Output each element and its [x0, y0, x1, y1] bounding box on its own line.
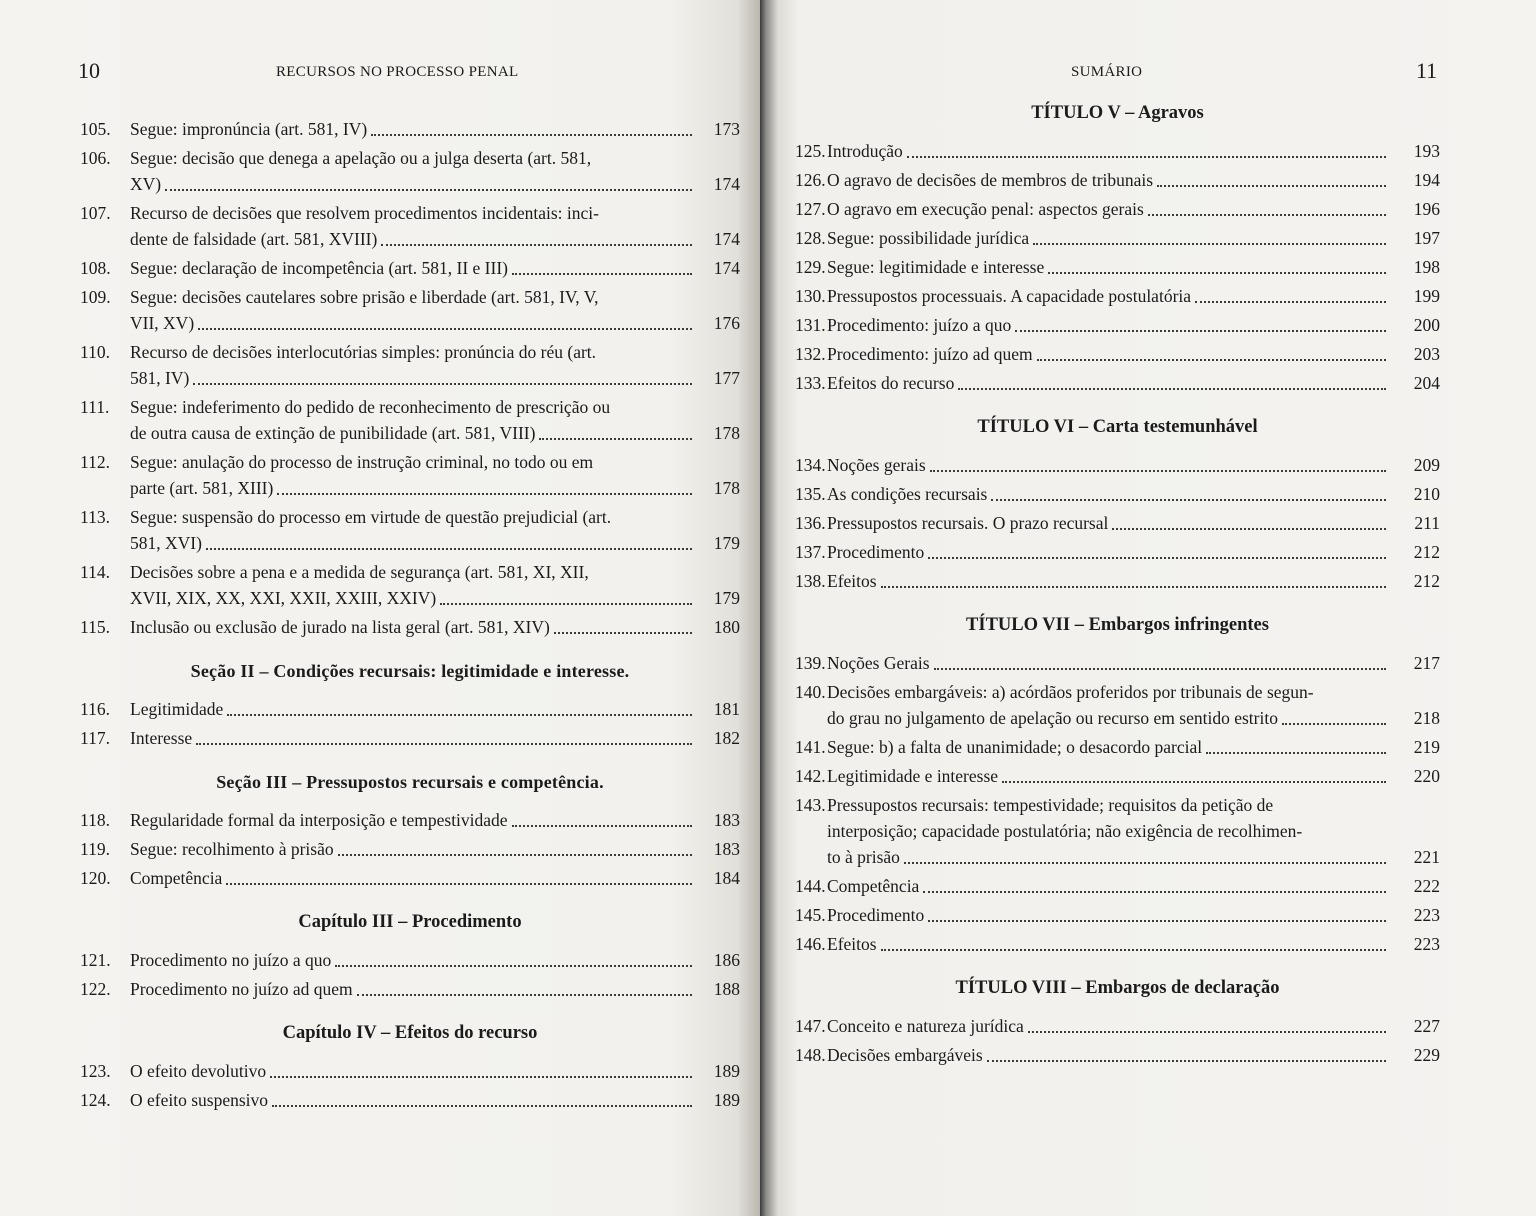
dot-leader [928, 557, 1386, 559]
entry-page-number: 186 [713, 950, 740, 970]
entry-title: Efeitos [827, 934, 877, 954]
entry-page-number: 218 [1413, 708, 1440, 728]
section-heading: Capítulo IV – Efeitos do recurso [282, 1023, 538, 1043]
entry-page-number: 211 [1414, 513, 1440, 533]
entry-number: 148. [795, 1045, 826, 1065]
right-page [760, 0, 1536, 1216]
toc-entry[interactable] [795, 138, 1440, 164]
entry-number: 138. [795, 571, 826, 591]
dot-leader [1015, 330, 1386, 332]
entry-title: parte (art. 581, XIII) [130, 478, 274, 498]
entry-page-number: 212 [1413, 571, 1440, 591]
toc-entry[interactable] [795, 568, 1440, 594]
dot-leader [539, 438, 692, 440]
entry-page-number: 210 [1413, 484, 1440, 504]
dot-leader [1037, 359, 1386, 361]
table-of-contents [795, 100, 1440, 1071]
toc-entry[interactable] [80, 1087, 740, 1113]
dot-leader [270, 1076, 692, 1078]
entry-number: 116. [80, 699, 110, 719]
dot-leader [206, 548, 692, 550]
entry-number: 128. [795, 228, 826, 248]
dot-leader [987, 1060, 1386, 1062]
toc-entry[interactable] [795, 873, 1440, 899]
entry-title: Segue: legitimidade e interesse [827, 257, 1045, 277]
entry-title: Legitimidade e interesse [827, 766, 999, 786]
entry-number: 114. [80, 562, 110, 582]
entry-page-number: 183 [713, 810, 740, 830]
toc-entry[interactable] [80, 255, 740, 281]
entry-page-number: 193 [1413, 141, 1440, 161]
dot-leader [227, 714, 692, 716]
entry-page-number: 179 [713, 588, 740, 608]
toc-entry[interactable] [795, 341, 1440, 367]
entry-title: Efeitos do recurso [827, 373, 955, 393]
entry-number: 105. [80, 119, 111, 139]
toc-entry[interactable] [80, 725, 740, 751]
entry-number: 146. [795, 934, 826, 954]
dot-leader [1112, 528, 1386, 530]
page-number: 10 [78, 58, 100, 83]
entry-number: 120. [80, 868, 111, 888]
toc-entry[interactable] [795, 931, 1440, 957]
entry-title: Segue: decisões cautelares sobre prisão e liberdade (art. 581, IV, V, [130, 287, 599, 307]
entry-title: Inclusão ou exclusão de jurado na lista geral (art. 581, XIV) [130, 617, 550, 637]
entry-page-number: 220 [1413, 766, 1440, 786]
entry-title: O agravo em execução penal: aspectos gerais [827, 199, 1144, 219]
entry-page-number: 174 [713, 258, 740, 278]
entry-number: 132. [795, 344, 826, 364]
dot-leader [357, 994, 692, 996]
section-heading: TÍTULO V – Agravos [1031, 103, 1204, 123]
dot-leader [371, 134, 692, 136]
entry-page-number: 189 [713, 1090, 740, 1110]
toc-entry[interactable] [795, 902, 1440, 928]
dot-leader [554, 632, 692, 634]
entry-title: Segue: possibilidade jurídica [827, 228, 1030, 248]
dot-leader [196, 743, 692, 745]
dot-leader [512, 273, 692, 275]
entry-number: 144. [795, 876, 826, 896]
entry-number: 121. [80, 950, 111, 970]
dot-leader [193, 383, 692, 385]
toc-entry[interactable] [80, 1058, 740, 1084]
dot-leader [1002, 781, 1386, 783]
entry-title: de outra causa de extinção de punibilidade (art. 581, VIII) [130, 423, 536, 443]
entry-title: Pressupostos recursais. O prazo recursal [827, 513, 1109, 533]
entry-page-number: 178 [713, 478, 740, 498]
entry-title: Competência [130, 868, 223, 888]
entry-title: Segue: impronúncia (art. 581, IV) [130, 119, 368, 139]
dot-leader [1157, 185, 1386, 187]
toc-entry[interactable] [795, 510, 1440, 536]
entry-page-number: 223 [1413, 905, 1440, 925]
entry-number: 133. [795, 373, 826, 393]
entry-page-number: 203 [1413, 344, 1440, 364]
entry-number: 118. [80, 810, 110, 830]
dot-leader [923, 891, 1386, 893]
entry-title: O efeito devolutivo [130, 1061, 267, 1081]
dot-leader [881, 949, 1386, 951]
dot-leader [1148, 214, 1386, 216]
entry-title: As condições recursais [827, 484, 988, 504]
entry-title: Interesse [130, 728, 193, 748]
entry-number: 129. [795, 257, 826, 277]
entry-number: 137. [795, 542, 826, 562]
entry-title: O efeito suspensivo [130, 1090, 269, 1110]
entry-title: Segue: suspensão do processo em virtude de questão prejudicial (art. [130, 507, 612, 527]
entry-page-number: 197 [1413, 228, 1440, 248]
entry-page-number: 183 [713, 839, 740, 859]
entry-title: O agravo de decisões de membros de tribunais [827, 170, 1154, 190]
toc-entry[interactable] [795, 481, 1440, 507]
dot-leader [381, 244, 692, 246]
entry-page-number: 182 [713, 728, 740, 748]
entry-page-number: 223 [1413, 934, 1440, 954]
entry-title: Segue: recolhimento à prisão [130, 839, 334, 859]
entry-page-number: 181 [713, 699, 740, 719]
toc-entry[interactable] [80, 504, 740, 556]
entry-title: Procedimento [827, 905, 925, 925]
entry-page-number: 198 [1413, 257, 1440, 277]
entry-title: XV) [130, 174, 162, 194]
dot-leader [930, 470, 1386, 472]
entry-number: 113. [80, 507, 110, 527]
entry-title: Recurso de decisões que resolvem procedimentos incidentais: inci- [130, 203, 599, 223]
entry-title: Pressupostos processuais. A capacidade postulatória [827, 286, 1192, 306]
entry-number: 115. [80, 617, 110, 637]
entry-title: 581, IV) [130, 368, 190, 388]
toc-entry[interactable] [80, 976, 740, 1002]
entry-number: 125. [795, 141, 826, 161]
dot-leader [1033, 243, 1386, 245]
entry-title: Procedimento no juízo ad quem [130, 979, 353, 999]
entry-number: 131. [795, 315, 826, 335]
dot-leader [1206, 752, 1386, 754]
toc-entry[interactable] [80, 865, 740, 891]
toc-entry[interactable] [795, 167, 1440, 193]
entry-page-number: 222 [1413, 876, 1440, 896]
entry-number: 111. [80, 397, 110, 417]
entry-number: 117. [80, 728, 110, 748]
entry-title: 581, XVI) [130, 533, 202, 553]
toc-entry[interactable] [795, 312, 1440, 338]
entry-page-number: 227 [1413, 1016, 1440, 1036]
entry-number: 123. [80, 1061, 111, 1081]
section-heading: TÍTULO VIII – Embargos de declaração [955, 978, 1280, 998]
entry-page-number: 212 [1413, 542, 1440, 562]
entry-title: Regularidade formal da interposição e tempestividade [130, 810, 508, 830]
entry-title: Conceito e natureza jurídica [827, 1016, 1024, 1036]
entry-title: Recurso de decisões interlocutórias simples: pronúncia do réu (art. [130, 342, 597, 362]
toc-entry[interactable] [795, 1013, 1440, 1039]
entry-title: Segue: declaração de incompetência (art. 581, II e III) [130, 258, 508, 278]
toc-entry[interactable] [80, 116, 740, 142]
toc-entry[interactable] [80, 559, 740, 611]
dot-leader [1195, 301, 1386, 303]
entry-page-number: 194 [1413, 170, 1440, 190]
entry-page-number: 176 [713, 313, 740, 333]
entry-title: Decisões embargáveis: a) acórdãos proferidos por tribunais de segun- [827, 682, 1314, 702]
entry-title: Segue: anulação do processo de instrução criminal, no todo ou em [130, 452, 594, 472]
entry-number: 134. [795, 455, 826, 475]
dot-leader [226, 883, 692, 885]
toc-entry[interactable] [795, 539, 1440, 565]
toc-entry[interactable] [795, 283, 1440, 309]
left-page [0, 0, 760, 1216]
dot-leader [277, 493, 692, 495]
entry-page-number: 221 [1413, 847, 1440, 867]
entry-number: 142. [795, 766, 826, 786]
entry-page-number: 217 [1413, 653, 1440, 673]
toc-entry[interactable] [80, 145, 740, 197]
toc-entry[interactable] [80, 284, 740, 336]
toc-entry[interactable] [80, 614, 740, 640]
toc-entry[interactable] [795, 679, 1440, 731]
entry-page-number: 178 [713, 423, 740, 443]
entry-page-number: 184 [713, 868, 740, 888]
entry-number: 141. [795, 737, 826, 757]
toc-entry[interactable] [80, 339, 740, 391]
entry-title: Noções Gerais [827, 653, 930, 673]
toc-entry[interactable] [795, 734, 1440, 760]
entry-page-number: 188 [713, 979, 740, 999]
toc-entry[interactable] [80, 696, 740, 722]
entry-number: 119. [80, 839, 110, 859]
toc-entry[interactable] [80, 947, 740, 973]
dot-leader [1282, 723, 1386, 725]
entry-title: VII, XV) [130, 313, 195, 333]
entry-number: 130. [795, 286, 826, 306]
entry-title: Noções gerais [827, 455, 926, 475]
dot-leader [1048, 272, 1386, 274]
entry-number: 124. [80, 1090, 111, 1110]
entry-number: 106. [80, 148, 111, 168]
entry-title: Decisões embargáveis [827, 1045, 983, 1065]
entry-page-number: 179 [713, 533, 740, 553]
entry-title: Procedimento [827, 542, 925, 562]
entry-title: dente de falsidade (art. 581, XVIII) [130, 229, 378, 249]
dot-leader [1028, 1031, 1386, 1033]
dot-leader [907, 156, 1386, 158]
entry-number: 147. [795, 1016, 826, 1036]
entry-title: Efeitos [827, 571, 877, 591]
toc-entry[interactable] [80, 394, 740, 446]
entry-page-number: 209 [1413, 455, 1440, 475]
section-heading: TÍTULO VI – Carta testemunhável [977, 417, 1258, 437]
entry-page-number: 229 [1413, 1045, 1440, 1065]
entry-title: XVII, XIX, XX, XXI, XXII, XXIII, XXIV) [130, 588, 437, 608]
dot-leader [272, 1105, 692, 1107]
entry-page-number: 189 [713, 1061, 740, 1081]
entry-number: 109. [80, 287, 111, 307]
entry-title: to à prisão [827, 847, 900, 867]
entry-page-number: 177 [713, 368, 740, 388]
dot-leader [440, 603, 692, 605]
entry-title: Segue: b) a falta de unanimidade; o desacordo parcial [827, 737, 1203, 757]
entry-title: Procedimento: juízo ad quem [827, 344, 1033, 364]
entry-title: Competência [827, 876, 920, 896]
toc-entry[interactable] [80, 200, 740, 252]
toc-entry[interactable] [795, 650, 1440, 676]
table-of-contents [80, 116, 740, 1116]
toc-entry[interactable] [795, 225, 1440, 251]
entry-number: 126. [795, 170, 826, 190]
toc-entry[interactable] [80, 836, 740, 862]
entry-title: Segue: decisão que denega a apelação ou a julga deserta (art. 581, [130, 148, 592, 168]
entry-page-number: 199 [1413, 286, 1440, 306]
toc-entry[interactable] [80, 807, 740, 833]
entry-page-number: 174 [713, 174, 740, 194]
page-number: 11 [1416, 58, 1438, 83]
toc-entry[interactable] [80, 449, 740, 501]
entry-page-number: 200 [1413, 315, 1440, 335]
dot-leader [958, 388, 1386, 390]
entry-number: 108. [80, 258, 111, 278]
entry-title: Segue: indeferimento do pedido de reconhecimento de prescrição ou [130, 397, 611, 417]
toc-entry[interactable] [795, 196, 1440, 222]
entry-number: 127. [795, 199, 826, 219]
entry-title: Procedimento: juízo a quo [827, 315, 1012, 335]
dot-leader [165, 189, 692, 191]
entry-number: 139. [795, 653, 826, 673]
entry-page-number: 204 [1413, 373, 1440, 393]
dot-leader [904, 862, 1386, 864]
toc-entry[interactable] [795, 254, 1440, 280]
entry-number: 112. [80, 452, 110, 472]
entry-number: 145. [795, 905, 826, 925]
entry-number: 122. [80, 979, 111, 999]
toc-entry[interactable] [795, 1042, 1440, 1068]
dot-leader [928, 920, 1386, 922]
toc-entry[interactable] [795, 763, 1440, 789]
toc-entry[interactable] [795, 370, 1440, 396]
entry-number: 140. [795, 682, 826, 702]
entry-number: 136. [795, 513, 826, 533]
entry-title: Decisões sobre a pena e a medida de segurança (art. 581, XI, XII, [130, 562, 589, 582]
entry-title: Procedimento no juízo a quo [130, 950, 332, 970]
dot-leader [335, 965, 692, 967]
entry-page-number: 196 [1413, 199, 1440, 219]
entry-page-number: 174 [713, 229, 740, 249]
section-heading: Capítulo III – Procedimento [298, 912, 522, 932]
entry-title: Legitimidade [130, 699, 224, 719]
running-head: RECURSOS NO PROCESSO PENAL [276, 64, 519, 80]
entry-number: 143. [795, 795, 826, 815]
running-head: SUMÁRIO [1071, 64, 1143, 80]
section-heading: Seção III – Pressupostos recursais e competência. [216, 772, 604, 792]
entry-page-number: 180 [713, 617, 740, 637]
entry-number: 110. [80, 342, 110, 362]
toc-entry[interactable] [795, 792, 1440, 870]
dot-leader [512, 825, 692, 827]
entry-title: Introdução [827, 141, 903, 161]
entry-number: 107. [80, 203, 111, 223]
toc-entry[interactable] [795, 452, 1440, 478]
dot-leader [934, 668, 1386, 670]
entry-title: Pressupostos recursais: tempestividade; requisitos da petição de [827, 795, 1274, 815]
entry-number: 135. [795, 484, 826, 504]
entry-page-number: 173 [713, 119, 740, 139]
dot-leader [338, 854, 692, 856]
entry-page-number: 219 [1413, 737, 1440, 757]
section-heading: Seção II – Condições recursais: legitimidade e interesse. [190, 661, 630, 681]
entry-title: interposição; capacidade postulatória; não exigência de recolhimen- [827, 821, 1303, 841]
dot-leader [198, 328, 692, 330]
entry-title: do grau no julgamento de apelação ou recurso em sentido estrito [827, 708, 1278, 728]
dot-leader [881, 586, 1386, 588]
section-heading: TÍTULO VII – Embargos infringentes [966, 615, 1269, 635]
dot-leader [991, 499, 1386, 501]
